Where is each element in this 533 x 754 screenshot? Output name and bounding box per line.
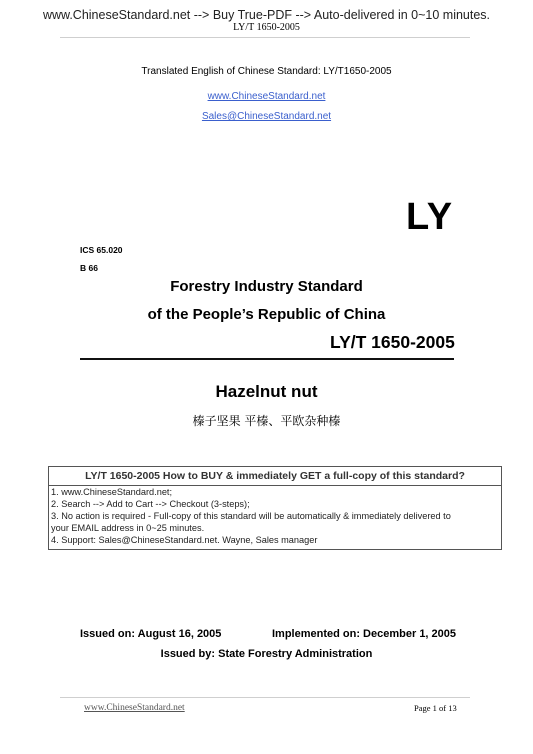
purchase-step-1: 1. www.ChineseStandard.net; [51,487,173,497]
purchase-heading-rule [49,485,501,486]
website-link-row [0,86,533,104]
website-link[interactable]: www.ChineseStandard.net [207,91,326,102]
purchase-info-box [48,466,502,550]
implemented-date: Implemented on: December 1, 2005 [272,628,457,640]
standard-type-line2: of the People’s Republic of China [147,306,386,323]
document-title-cn: 榛子坚果 平榛、平欧杂种榛 [192,414,341,428]
email-link[interactable]: Sales@ChineseStandard.net [201,111,332,122]
purchase-heading: LY/T 1650-2005 How to BUY & immediately GET a full-copy of this standard? [85,470,465,482]
purchase-step-3-cont: your EMAIL address in 0~25 minutes. [51,523,205,533]
standard-mark: LY [406,196,454,238]
header-divider [60,37,470,38]
standard-number: LY/T 1650-2005 [330,332,455,352]
translated-note: Translated English of Chinese Standard: LY/T1650-2005 [141,66,392,77]
header-standard-code: LY/T 1650-2005 [233,22,300,33]
purchase-step-2: 2. Search --> Add to Cart --> Checkout (3-steps); [51,499,250,509]
title-divider [80,358,454,360]
email-link-row [0,106,533,124]
document-title-en: Hazelnut nut [215,382,318,401]
issued-date: Issued on: August 16, 2005 [80,628,222,640]
purchase-step-3: 3. No action is required - Full-copy of this standard will be automatically & immediately delivered to [51,511,451,521]
page-number: Page 1 of 13 [414,703,457,713]
purchase-step-4: 4. Support: Sales@ChineseStandard.net. Wayne, Sales manager [51,535,318,545]
issuing-authority: Issued by: State Forestry Administration [160,648,373,660]
footer-divider [60,697,470,698]
top-banner: www.ChineseStandard.net --> Buy True-PDF --> Auto-delivered in 0~10 minutes. [42,8,491,22]
standard-type-line1: Forestry Industry Standard [170,278,363,295]
ics-code: ICS 65.020 [80,245,123,255]
classification-code: B 66 [80,263,98,273]
footer-website-link[interactable]: www.ChineseStandard.net [84,703,185,713]
